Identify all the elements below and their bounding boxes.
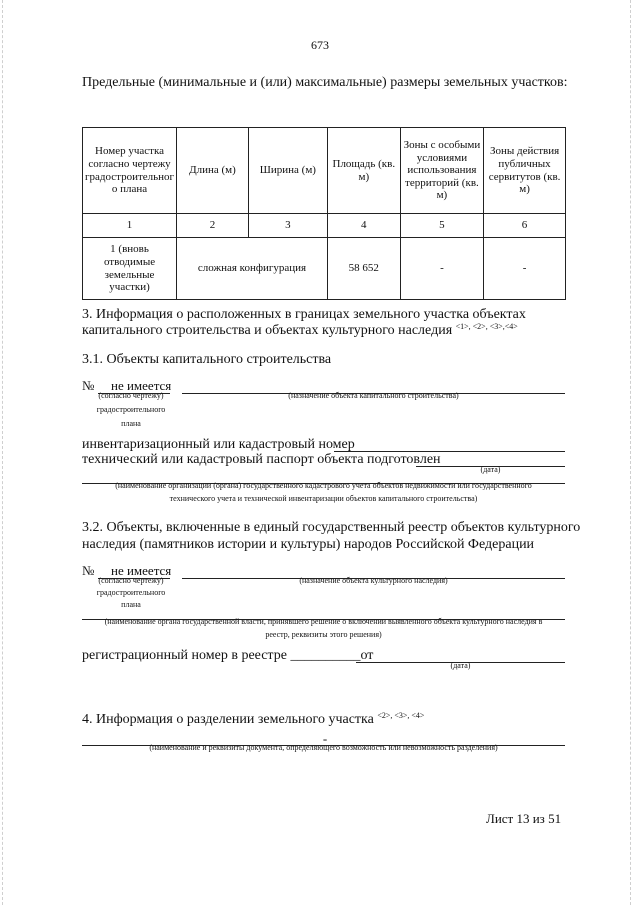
caption-heritage: (назначение объекта культурного наследия) — [299, 576, 448, 585]
header-length: Длина (м) — [177, 128, 249, 214]
page-number: 673 — [311, 38, 329, 52]
section3-title-line1: 3. Информация о расположенных в границах земельного участка объектах — [82, 307, 526, 322]
table-row — [83, 238, 566, 300]
caption-authority-line2: реестр, реквизиты этого решения) — [265, 630, 382, 639]
caption-drawing: градостроительного — [96, 405, 166, 414]
section4-value: - — [322, 731, 328, 746]
caption-org-line2: технического учета и технической инвентаризации объектов капитального строительства) — [169, 494, 478, 503]
section3-2-title-line2: наследия (памятников истории и культуры) народов Российской Федерации — [82, 537, 535, 552]
caption-date: (дата) — [480, 465, 501, 474]
configuration-cell: сложная конфигурация — [177, 238, 328, 300]
caption-drawing: (согласно чертежу) — [98, 391, 164, 400]
header-plot-number: Номер участка согласно чертежу градостроительног о плана — [83, 128, 177, 214]
column-number: 5 — [400, 214, 483, 238]
header-area: Площадь (кв. м) — [327, 128, 400, 214]
section3-1-title: 3.1. Объекты капитального строительства — [82, 352, 332, 367]
sheet-number: Лист 13 из 51 — [486, 811, 562, 826]
section3-title-line2 — [82, 323, 518, 340]
header-servitudes: Зоны действия публичных сервитутов (кв. м) — [484, 128, 566, 214]
inventory-label: инвентаризационный или кадастровый номер — [82, 437, 355, 452]
scan-edge-left — [2, 0, 4, 905]
scan-edge-right — [630, 0, 632, 905]
caption-org-line1: (наименование организации (органа) государственного кадастрового учета объектов недвижимости или государственного — [115, 481, 532, 490]
header-special-zones: Зоны с особыми условиями использования территорий (кв. м) — [400, 128, 483, 214]
section4-title — [82, 712, 424, 729]
section4-footnote-refs: <2>, <3>, <4> — [377, 711, 425, 720]
area-cell: 58 652 — [327, 238, 400, 300]
caption-drawing: плана — [121, 600, 141, 609]
number-value: не имеется — [111, 378, 172, 393]
column-number: 6 — [484, 214, 566, 238]
section4-caption: (наименование и реквизиты документа, определяющего возможность или невозможность разделения) — [149, 743, 498, 752]
number-value-heritage: не имеется — [111, 563, 172, 578]
zones-cell: - — [400, 238, 483, 300]
column-number: 4 — [327, 214, 400, 238]
caption-drawing: плана — [121, 419, 141, 428]
section3-title-text: капитального строительства и объектах культурного наследия — [82, 323, 453, 338]
column-number: 2 — [177, 214, 249, 238]
number-label: № — [82, 563, 95, 578]
caption-drawing: градостроительного — [96, 588, 166, 597]
registry-number-label: регистрационный номер в реестре — [82, 648, 287, 663]
column-number: 1 — [83, 214, 177, 238]
section4-title-text: 4. Информация о разделении земельного участка — [82, 712, 374, 727]
registry-from-label: от — [360, 648, 374, 663]
header-width: Ширина (м) — [248, 128, 327, 214]
caption-authority-line1: (наименование органа государственной власти, принявшего решение о включении выявленного объекта культурного наследия в — [104, 617, 543, 626]
table-header-row — [83, 128, 566, 214]
caption-purpose: (назначение объекта капитального строительства) — [288, 391, 459, 400]
registry-number-row — [82, 648, 373, 665]
registry-number-blank: __________ — [290, 648, 361, 663]
plot-cell: 1 (вновь отводимые земельные участки) — [83, 238, 177, 300]
caption-drawing: (согласно чертежу) — [98, 576, 164, 585]
number-label: № — [82, 378, 95, 393]
sizes-heading: Предельные (минимальные и (или) максимальные) размеры земельных участков: — [82, 75, 568, 90]
section3-2-title-line1: 3.2. Объекты, включенные в единый государственный реестр объектов культурного — [82, 520, 581, 535]
table-number-row — [83, 214, 566, 238]
section3-footnote-refs: <1>, <2>, <3>,<4> — [455, 322, 518, 331]
plot-sizes-table — [82, 127, 566, 300]
column-number: 3 — [248, 214, 327, 238]
servitudes-cell: - — [484, 238, 566, 300]
passport-label: технический или кадастровый паспорт объекта подготовлен — [82, 452, 441, 467]
caption-date-registry: (дата) — [450, 661, 471, 670]
